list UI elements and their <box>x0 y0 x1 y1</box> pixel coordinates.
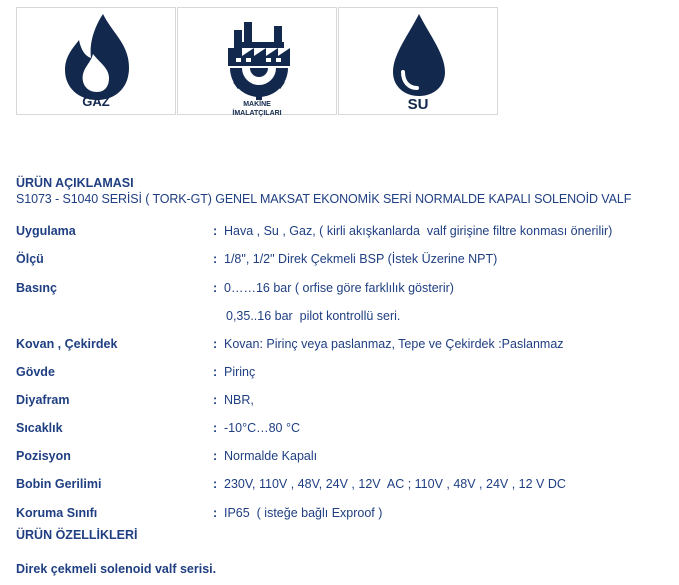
tile-machine-label: MAKİNE İMALATÇILARI <box>232 101 282 117</box>
spec-value: NBR, <box>224 393 254 407</box>
spec-value: 0……16 bar ( orfise göre farklılık gösterir) <box>224 281 454 295</box>
spec-label: Pozisyon <box>16 449 71 463</box>
spec-colon: : <box>213 421 218 435</box>
spec-label: Uygulama <box>16 224 76 238</box>
tile-water <box>338 7 498 115</box>
spec-label: Ölçü <box>16 252 44 266</box>
spec-row-pressure-pilot <box>16 309 676 327</box>
spec-row-coil-voltage <box>16 477 676 495</box>
spec-colon: : <box>213 477 218 491</box>
spec-row-temperature <box>16 421 676 439</box>
spec-row-diaphragm <box>16 393 676 411</box>
spec-row-body <box>16 365 676 383</box>
spec-label: Diyafram <box>16 393 70 407</box>
spec-value-secondary: 0,35..16 bar pilot kontrollü seri. <box>226 309 401 323</box>
description-title: ÜRÜN AÇIKLAMASI <box>16 176 134 190</box>
spec-colon: : <box>213 252 218 266</box>
spec-label: Bobin Gerilimi <box>16 477 102 491</box>
spec-row-size <box>16 252 676 270</box>
spec-value: 230V, 110V , 48V, 24V , 12V AC ; 110V , 48V , 24V , 12 V DC <box>224 477 566 491</box>
spec-colon: : <box>213 337 218 351</box>
spec-row-pressure <box>16 281 676 299</box>
spec-value: Pirinç <box>224 365 256 379</box>
spec-label: Basınç <box>16 281 57 295</box>
spec-colon: : <box>213 365 218 379</box>
spec-value: Normalde Kapalı <box>224 449 318 463</box>
features-description: Direk çekmeli solenoid valf serisi. <box>16 562 217 576</box>
spec-colon: : <box>213 449 218 463</box>
spec-value: -10°C…80 °C <box>224 421 300 435</box>
spec-row-housing-core <box>16 337 676 355</box>
spec-colon: : <box>213 281 218 295</box>
spec-value: IP65 ( isteğe bağlı Exproof ) <box>224 506 383 520</box>
description-subtitle: S1073 - S1040 SERİSİ ( TORK-GT) GENEL MAKSAT EKONOMİK SERİ NORMALDE KAPALI SOLENOİD VALF <box>16 192 632 206</box>
spec-value: Kovan: Pirinç veya paslanmaz, Tepe ve Çekirdek :Paslanmaz <box>224 337 564 351</box>
spec-value: Hava , Su , Gaz, ( kirli akışkanlarda valf girişine filtre konması önerilir) <box>224 224 613 238</box>
spec-value: 1/8", 1/2" Direk Çekmeli BSP (İstek Üzerine NPT) <box>224 252 498 266</box>
spec-label: Sıcaklık <box>16 421 63 435</box>
tile-machine-manufacturers <box>177 7 337 115</box>
application-tiles <box>16 7 498 115</box>
spec-row-position <box>16 449 676 467</box>
tile-gas <box>16 7 176 115</box>
spec-label: Gövde <box>16 365 55 379</box>
tile-water-label: SU <box>407 96 429 113</box>
spec-label: Kovan , Çekirdek <box>16 337 118 351</box>
spec-colon: : <box>213 393 218 407</box>
spec-label: Koruma Sınıfı <box>16 506 98 520</box>
spec-colon: : <box>213 224 218 238</box>
features-title: ÜRÜN ÖZELLİKLERİ <box>16 528 138 542</box>
tile-gas-label: GAZ <box>82 94 110 109</box>
spec-row-protection-class <box>16 506 676 524</box>
spec-row-application <box>16 224 676 242</box>
spec-colon: : <box>213 506 218 520</box>
